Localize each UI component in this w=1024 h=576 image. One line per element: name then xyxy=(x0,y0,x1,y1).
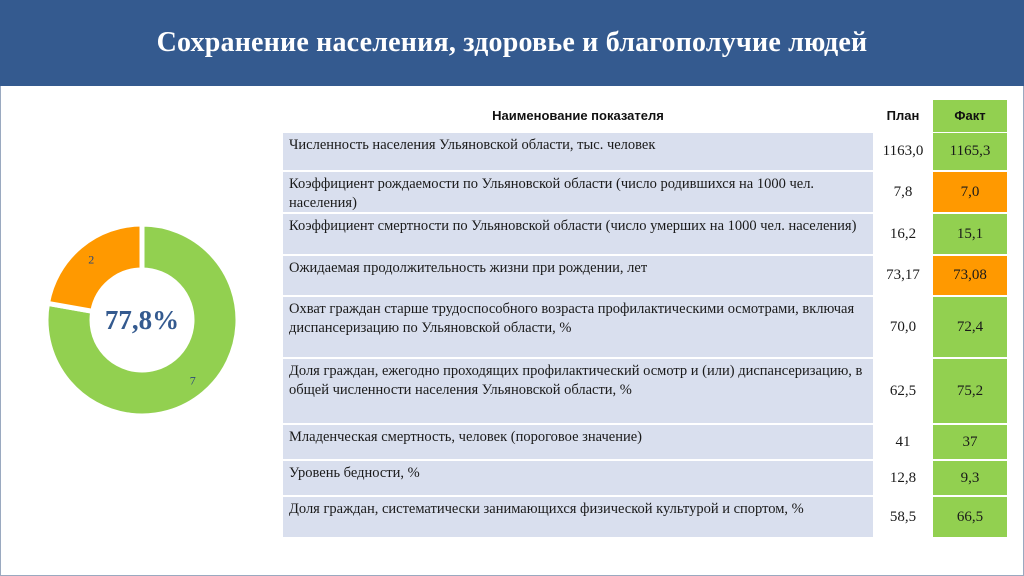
indicator-name: Ожидаемая продолжительность жизни при рождении, лет xyxy=(283,256,873,295)
header-bar xyxy=(0,0,1024,86)
fact-value: 9,3 xyxy=(933,461,1007,495)
donut-svg xyxy=(40,218,244,422)
fact-value: 73,08 xyxy=(933,256,1007,295)
donut-chart xyxy=(40,218,244,422)
indicator-name: Охват граждан старше трудоспособного возраста профилактическими осмотрами, включая диспансеризацию по Ульяновской области, % xyxy=(283,297,873,357)
table-row xyxy=(283,172,1007,212)
indicator-name: Коэффициент рождаемости по Ульяновской области (число родившихся на 1000 чел. населения) xyxy=(283,172,873,212)
fact-value: 37 xyxy=(933,425,1007,459)
donut-data-label: 7 xyxy=(189,373,196,388)
fact-value: 1165,3 xyxy=(933,133,1007,170)
fact-value: 66,5 xyxy=(933,497,1007,537)
table-row xyxy=(283,425,1007,459)
plan-value: 73,17 xyxy=(875,256,931,295)
table-header xyxy=(283,100,1007,132)
indicator-name: Доля граждан, ежегодно проходящих профилактический осмотр и (или) диспансеризацию, в общей численности населения Ульяновской области, % xyxy=(283,359,873,423)
plan-value: 62,5 xyxy=(875,359,931,423)
plan-value: 16,2 xyxy=(875,214,931,254)
indicator-name: Коэффициент смертности по Ульяновской области (число умерших на 1000 чел. населения) xyxy=(283,214,873,254)
fact-value: 15,1 xyxy=(933,214,1007,254)
table-row xyxy=(283,297,1007,357)
table-row xyxy=(283,133,1007,170)
table-row xyxy=(283,256,1007,295)
header-name: Наименование показателя xyxy=(492,108,664,123)
table-row xyxy=(283,461,1007,495)
header-fact: Факт xyxy=(933,100,1007,132)
indicators-table xyxy=(283,133,1007,539)
plan-value: 7,8 xyxy=(875,172,931,212)
donut-center-label: 77,8% xyxy=(104,304,180,335)
indicator-name: Численность населения Ульяновской области, тыс. человек xyxy=(283,133,873,170)
donut-data-label: 2 xyxy=(88,252,95,267)
fact-value: 72,4 xyxy=(933,297,1007,357)
indicator-name: Младенческая смертность, человек (пороговое значение) xyxy=(283,425,873,459)
plan-value: 1163,0 xyxy=(875,133,931,170)
plan-value: 58,5 xyxy=(875,497,931,537)
indicator-name: Доля граждан, систематически занимающихся физической культурой и спортом, % xyxy=(283,497,873,537)
table-row xyxy=(283,359,1007,423)
slide-title: Сохранение населения, здоровье и благополучие людей xyxy=(156,27,868,58)
fact-value: 75,2 xyxy=(933,359,1007,423)
plan-value: 41 xyxy=(875,425,931,459)
table-row xyxy=(283,497,1007,537)
plan-value: 12,8 xyxy=(875,461,931,495)
indicator-name: Уровень бедности, % xyxy=(283,461,873,495)
fact-value: 7,0 xyxy=(933,172,1007,212)
table-row xyxy=(283,214,1007,254)
donut-segment-orange xyxy=(47,224,142,311)
plan-value: 70,0 xyxy=(875,297,931,357)
header-plan: План xyxy=(886,108,920,123)
